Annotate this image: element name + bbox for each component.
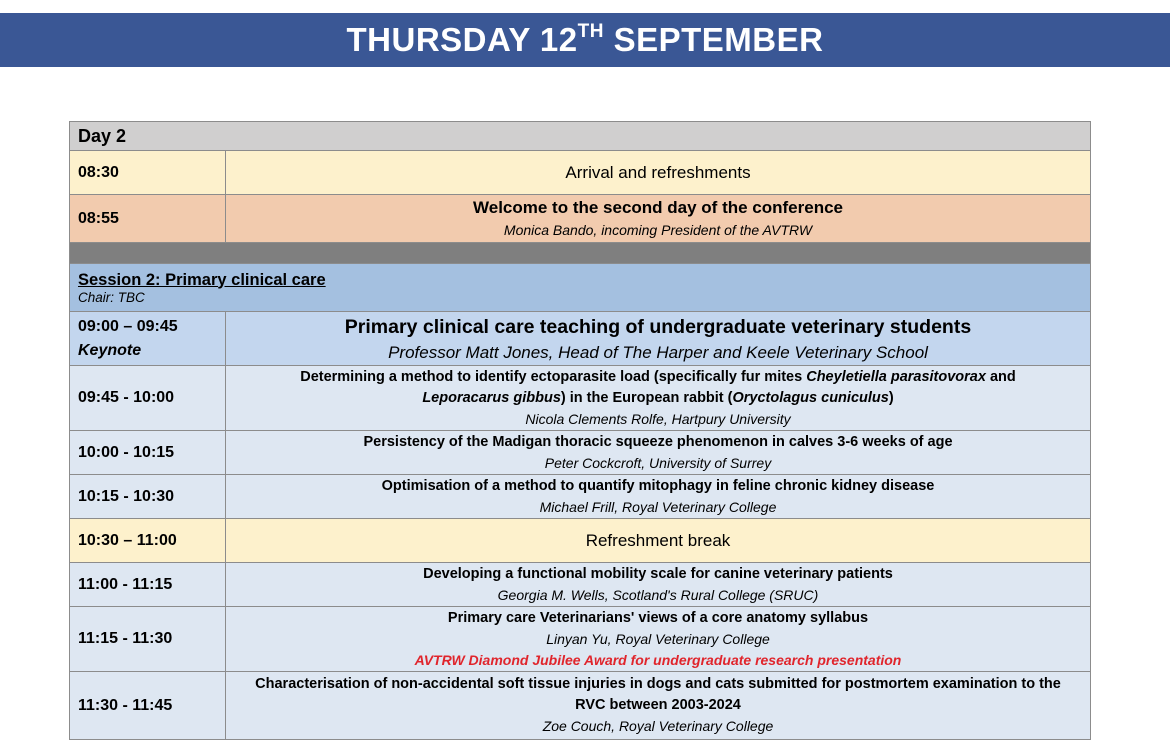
talk-time: 11:30 - 11:45 [70,672,226,740]
keynote-speaker: Professor Matt Jones, Head of The Harper and Keele Veterinary School [388,342,928,362]
talk-speaker: Peter Cockcroft, University of Surrey [544,454,772,471]
keynote-time: 09:00 – 09:45 [78,317,178,335]
talk-speaker: Nicola Clements Rolfe, Hartpury University [525,410,791,427]
talk-cell [226,672,1091,740]
keynote-row [70,312,1091,366]
talk-title: Optimisation of a method to quantify mitophagy in feline chronic kidney disease [381,477,935,494]
banner-suffix: TH [577,21,604,42]
session-header-row [70,264,1091,312]
keynote-time-cell [70,312,226,366]
talk-title: Developing a functional mobility scale for canine veterinary patients [423,565,893,582]
arrival-title: Arrival and refreshments [226,151,1091,195]
session-chair: Chair: TBC [78,289,145,305]
divider [70,243,1091,264]
arrival-row [70,151,1091,195]
session-cell [70,264,1091,312]
talk-title-part: and [985,368,1016,385]
welcome-cell [226,195,1091,243]
talk-title-part: Determining a method to identify ectoparasite load (specifically fur mites [300,368,807,385]
banner-day: THURSDAY 12 [346,21,578,58]
talk-time: 09:45 - 10:00 [70,366,226,431]
talk-title-line-2 [226,388,1090,409]
talk-title-part: ) in the European rabbit ( [560,389,733,406]
talk-row [70,563,1091,607]
session-title: Session 2: Primary clinical care [78,270,326,289]
divider-row [70,243,1091,264]
day-label: Day 2 [70,122,1091,151]
welcome-row [70,195,1091,243]
talk-cell [226,607,1091,672]
talk-cell [226,563,1091,607]
talk-row [70,431,1091,475]
welcome-time: 08:55 [70,195,226,243]
talk-time: 11:15 - 11:30 [70,607,226,672]
arrival-time: 08:30 [70,151,226,195]
talk-speaker: Linyan Yu, Royal Veterinary College [546,630,770,647]
award-note: AVTRW Diamond Jubilee Award for undergraduate research presentation [414,651,902,668]
talk-time: 10:00 - 10:15 [70,431,226,475]
talk-time: 11:00 - 11:15 [70,563,226,607]
talk-row [70,475,1091,519]
talk-title-line-2: RVC between 2003-2024 [575,697,741,713]
talk-time: 10:15 - 10:30 [70,475,226,519]
talk-title-line-1: Characterisation of non-accidental soft tissue injuries in dogs and cats submitted for postmortem examination to the [255,676,1061,692]
species-name: Cheyletiella parasitovorax [806,368,986,385]
talk-title: Primary care Veterinarians' views of a core anatomy syllabus [447,609,869,626]
welcome-title: Welcome to the second day of the conference [473,198,843,217]
keynote-title: Primary clinical care teaching of undergraduate veterinary students [344,315,972,338]
talk-row [70,366,1091,431]
talk-title-part: ) [888,389,894,406]
species-name: Oryctolagus cuniculus [732,389,889,406]
talk-row [70,607,1091,672]
talk-cell [226,431,1091,475]
date-banner [0,13,1170,67]
break-row [70,519,1091,563]
talk-title: Persistency of the Madigan thoracic squeeze phenomenon in calves 3-6 weeks of age [363,433,953,450]
day-header-row [70,122,1091,151]
talk-title-line-1 [226,367,1090,388]
talk-speaker: Georgia M. Wells, Scotland's Rural College (SRUC) [497,586,819,603]
talk-row [70,672,1091,740]
keynote-label: Keynote [78,341,142,359]
break-title: Refreshment break [226,519,1091,563]
talk-cell [226,366,1091,431]
talk-cell [226,475,1091,519]
welcome-speaker: Monica Bando, incoming President of the AVTRW [503,222,813,238]
schedule-table [69,121,1091,740]
keynote-cell [226,312,1091,366]
banner-month: SEPTEMBER [613,21,824,58]
talk-speaker: Michael Frill, Royal Veterinary College [539,498,777,515]
talk-speaker: Zoe Couch, Royal Veterinary College [542,718,774,734]
break-time: 10:30 – 11:00 [70,519,226,563]
species-name: Leporacarus gibbus [422,389,561,406]
